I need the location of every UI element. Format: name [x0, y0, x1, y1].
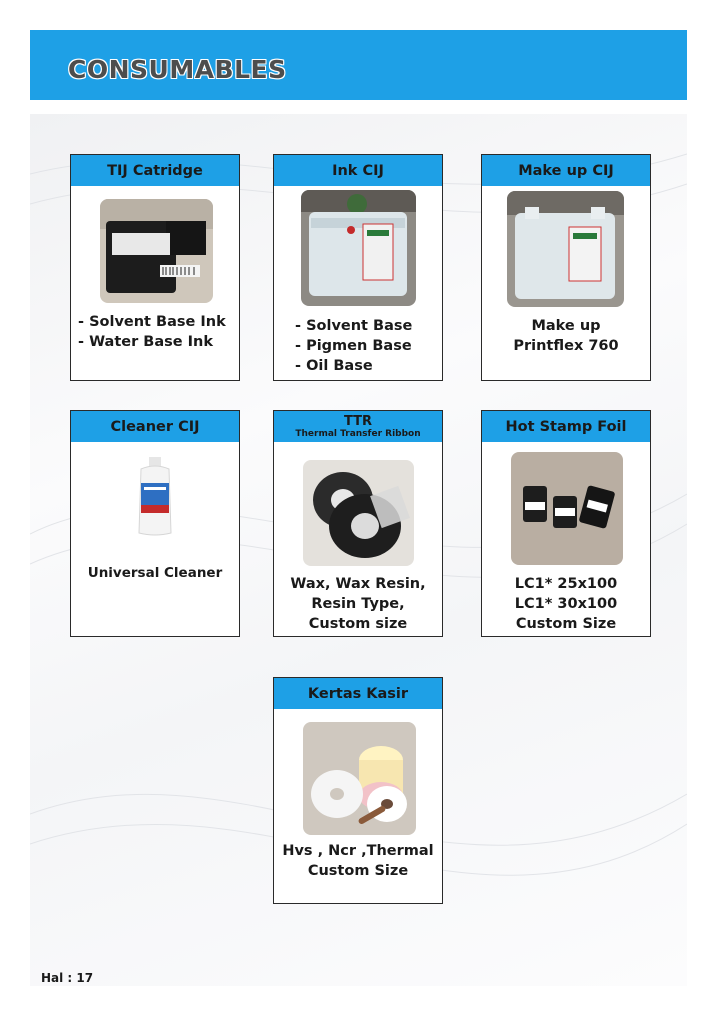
card-title: Kertas Kasir: [307, 685, 409, 702]
card-line: - Oil Base: [295, 358, 373, 374]
ink-cij-bottle-photo: [301, 190, 416, 306]
card-line: Resin Type,: [311, 596, 405, 612]
card-line: Custom Size: [515, 616, 617, 632]
card-line: - Water Base Ink: [78, 334, 214, 350]
card-header: [482, 411, 650, 442]
ttr-ribbon-photo: [303, 460, 414, 566]
product-card-kertas-kasir: [273, 677, 443, 904]
card-line: Wax, Wax Resin,: [290, 576, 426, 592]
card-line: LC1* 30x100: [514, 596, 618, 612]
card-description: [274, 574, 442, 634]
page-title: CONSUMABLES: [68, 55, 287, 84]
page-number: Hal : 17: [41, 971, 94, 985]
card-title: Cleaner CIJ: [110, 418, 200, 435]
card-line: - Solvent Base: [295, 318, 413, 334]
card-line: - Pigmen Base: [295, 338, 412, 354]
card-header: [274, 411, 442, 442]
card-subtitle: Thermal Transfer Ribbon: [295, 428, 421, 439]
card-header: [71, 411, 239, 442]
card-title: Hot Stamp Foil: [505, 418, 627, 435]
card-line: Custom size: [308, 616, 408, 632]
card-line: Printflex 760: [513, 338, 619, 354]
card-description: [482, 574, 650, 634]
card-header: [482, 155, 650, 186]
card-description: [71, 563, 239, 583]
card-line: Make up: [531, 318, 601, 334]
card-line: - Solvent Base Ink: [78, 314, 226, 330]
cleaner-bottle-photo: [133, 457, 177, 537]
card-title: TIJ Catridge: [107, 162, 203, 179]
card-description: [482, 316, 650, 356]
card-line: LC1* 25x100: [514, 576, 618, 592]
paper-roll-photo: [303, 722, 416, 835]
card-title: Ink CIJ: [332, 162, 384, 179]
card-description: [274, 841, 442, 881]
card-line: Hvs , Ncr ,Thermal: [282, 843, 434, 859]
card-line: Universal Cleaner: [87, 565, 223, 581]
card-line: Custom Size: [307, 863, 409, 879]
makeup-cij-bottle-photo: [507, 191, 624, 307]
product-card-ink-cij: [273, 154, 443, 381]
product-card-hot-stamp-foil: [481, 410, 651, 637]
card-title: TTR: [343, 413, 373, 429]
product-card-ttr: [273, 410, 443, 637]
card-description: [71, 312, 246, 352]
product-card-tij-cartridge: [70, 154, 240, 381]
card-header: [274, 678, 442, 709]
product-card-cleaner-cij: [70, 410, 240, 637]
card-description: [274, 316, 463, 376]
card-header: [71, 155, 239, 186]
card-header: [274, 155, 442, 186]
product-card-makeup-cij: [481, 154, 651, 381]
hot-stamp-foil-photo: [511, 452, 623, 565]
card-title: Make up CIJ: [518, 162, 614, 179]
header-banner: [30, 30, 687, 100]
tij-cartridge-photo: [100, 199, 213, 303]
